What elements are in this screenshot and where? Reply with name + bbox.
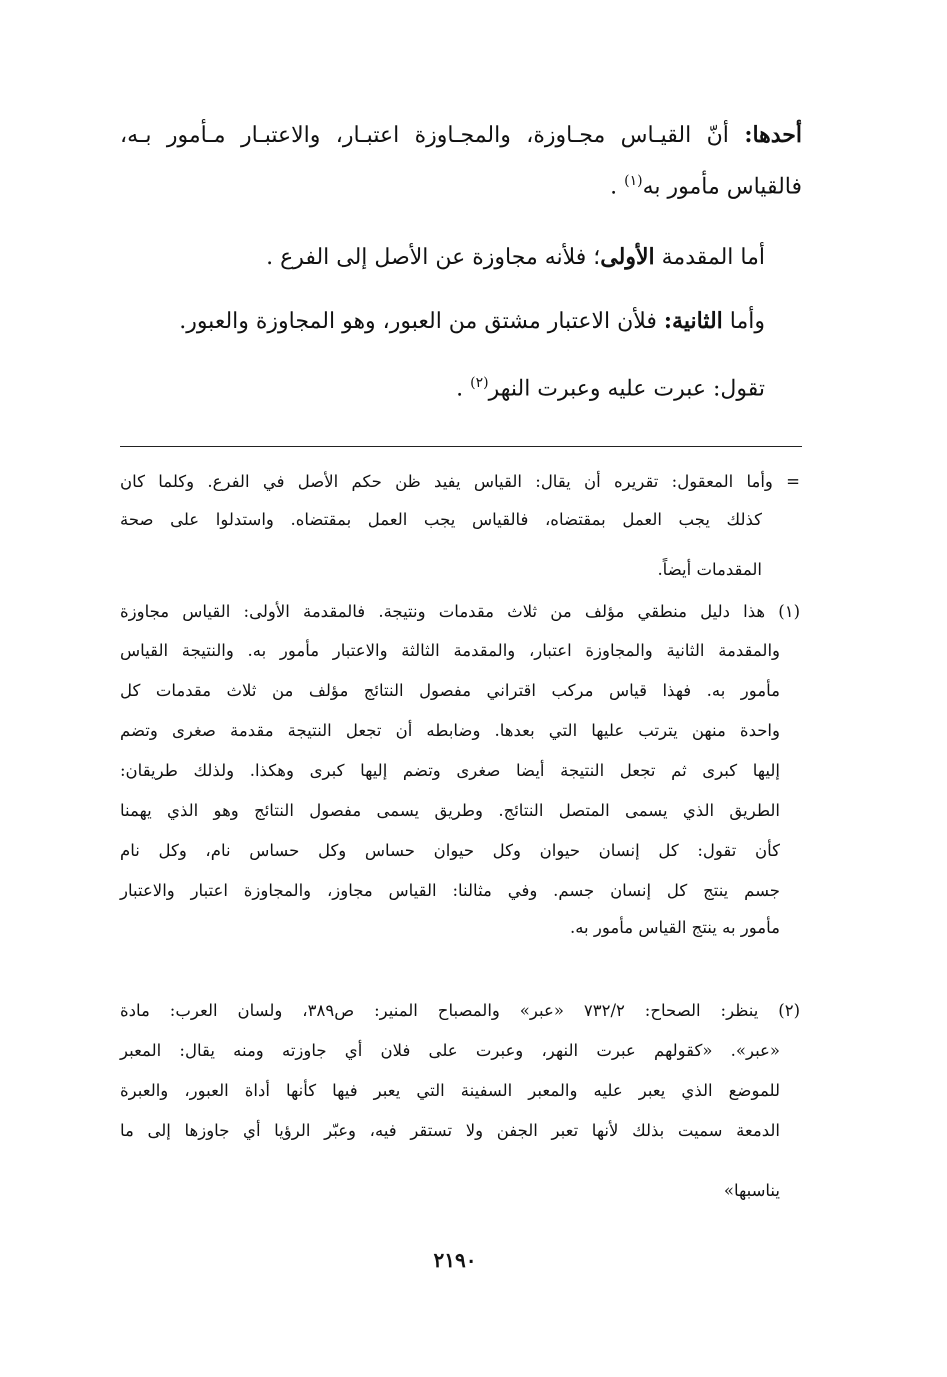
- paragraph-4: [456, 366, 765, 400]
- footnote-1-line: كأن تقول: كل إنسان حيوان وكل حيوان حساس وكل حساس نام، وكل نام: [120, 841, 780, 860]
- footnote-1-line: مأمور به ينتج القياس مأمور به.: [569, 918, 780, 937]
- footnote-2-line: (٢) ينظر: الصحاح: ٧٣٢/٢ «عبر» والمصباح المنير: ص٣٨٩، ولسان العرب: مادة: [120, 1001, 800, 1020]
- footnote-2-line: الدمعة سميت بذلك لأنها تعبر الجفن ولا تستقر فيه، وعبّر الرؤيا أي جاوزها إلى ما: [120, 1121, 780, 1140]
- footnote-1-line: واحدة منهن يترتب عليها التي بعدها. وضابطه أن تجعل النتيجة مقدمة صغرى وتضم: [120, 721, 780, 740]
- bold-term: أحدها:: [744, 122, 803, 148]
- text: تقول: عبرت عليه وعبرت النهر: [488, 376, 765, 402]
- footnote-ref-1[interactable]: (١): [624, 173, 643, 189]
- page-number: ٢١٩٠: [433, 1248, 477, 1272]
- paragraph-1-line-1: [120, 118, 802, 152]
- footnote-1-line: (١) هذا دليل منطقي مؤلف من ثلاث مقدمات ونتيجة. فالمقدمة الأولى: القياس مجاوزة: [120, 602, 800, 621]
- footnote-1-line: الطريق الذي يسمى المتصل النتائج. وطريق يسمى مفصول النتائج وهو الذي يهمنا: [120, 801, 780, 820]
- text: ؛ فلأنه مجاوزة عن الأصل إلى الفرع .: [266, 245, 601, 270]
- text: .: [456, 376, 464, 402]
- text: وأما: [729, 309, 765, 334]
- footnote-divider: [120, 446, 802, 447]
- footnote-continued-line: المقدمات أيضاً.: [657, 560, 762, 579]
- footnote-ref-2[interactable]: (٢): [470, 375, 489, 391]
- footnote-1-line: والمقدمة الثانية والمجاوزة اعتبار، والمقدمة الثالثة والاعتبار مأمور به. والنتيجة القياس: [120, 641, 780, 660]
- bold-term: الأولى: [600, 244, 655, 270]
- footnote-1-line: مأمور به. فهذا قياس مركب اقتراني مفصول النتائج مؤلف من ثلاث مقدمات كل: [120, 681, 780, 700]
- footnote-continued-line: كذلك يجب العمل بمقتضاه، فالقياس يجب العمل بمقتضاه. واستدلوا على صحة: [120, 510, 762, 529]
- bold-term: الثانية:: [663, 308, 723, 334]
- text: أنّ القيـاس مجـاوزة، والمجـاوزة اعتبـار، والاعتبـار مـأمور بـه،: [120, 123, 729, 148]
- paragraph-3: [179, 304, 765, 338]
- footnote-2-line: يناسبها»: [723, 1181, 780, 1200]
- footnote-2-line: «عبر». «كقولهم عبرت النهر، وعبرت على فلان أي جاوزته ومنه يقال: المعبر: [120, 1041, 780, 1060]
- footnote-1-line: إليها كبرى ثم تجعل النتيجة أيضا صغرى وتضم إليها كبرى وهكذا. ولذلك طريقان:: [120, 761, 780, 780]
- footnote-1-line: جسم ينتج كل إنسان جسم. وفي مثالنا: القياس مجاوز، والمجاوزة اعتبار والاعتبار: [120, 881, 780, 900]
- text: فلأن الاعتبار مشتق من العبور، وهو المجاوزة والعبور.: [179, 309, 657, 334]
- paragraph-2: [266, 240, 765, 274]
- footnote-continued-line: = وأما المعقول: تقريره أن يقال: القياس يفيد ظن حكم الأصل في الفرع. وكلما كان: [120, 472, 800, 491]
- text: .: [610, 174, 618, 200]
- footnote-2-line: للموضع الذي يعبر عليه والمعبر السفينة التي يعبر فيها كأنها أداة العبور، والعبرة: [120, 1081, 780, 1100]
- text: فالقياس مأمور به: [642, 174, 802, 200]
- paragraph-1-line-2: [610, 164, 802, 198]
- text: أما المقدمة: [661, 245, 765, 270]
